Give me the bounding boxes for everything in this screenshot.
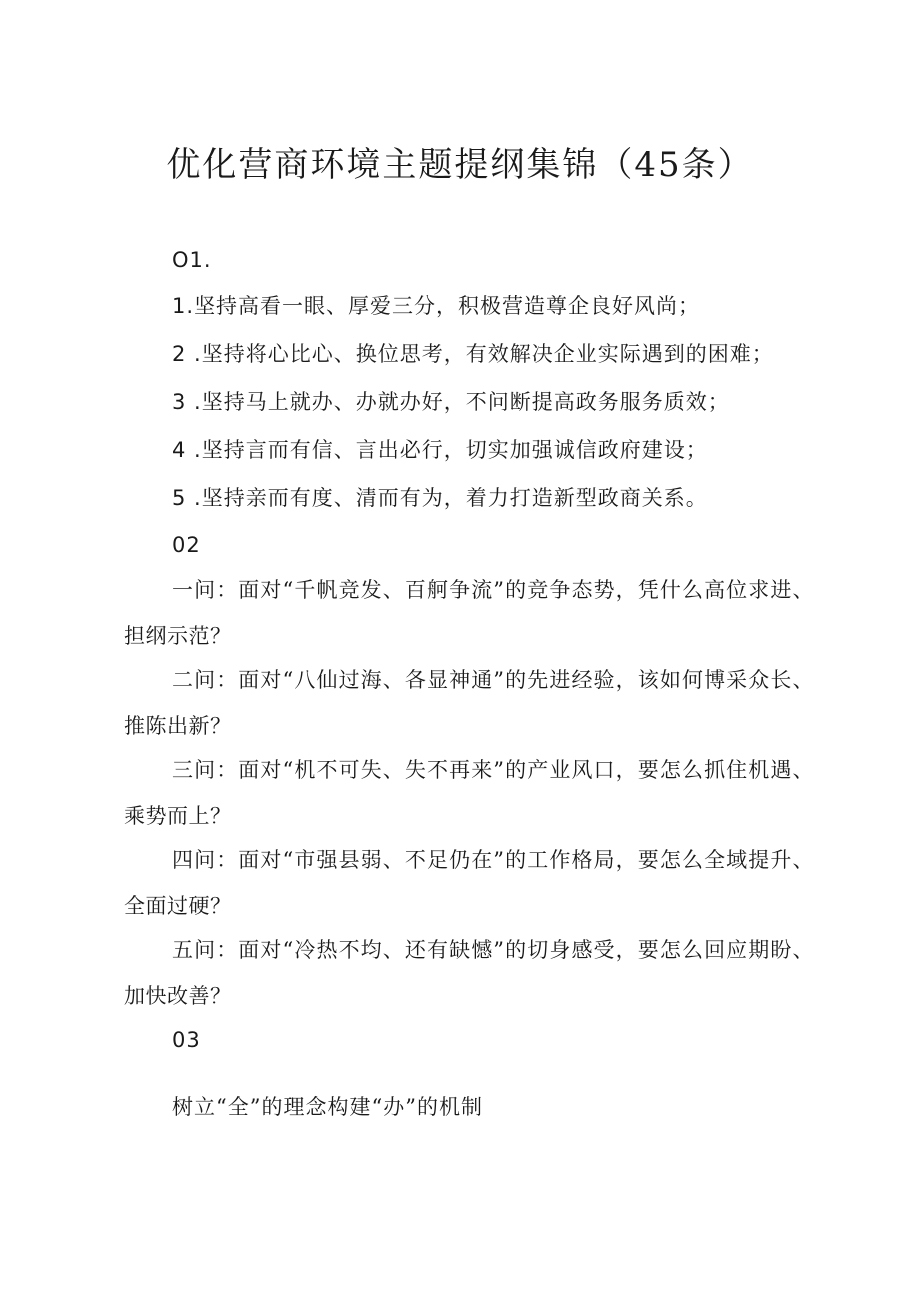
list-item	[172, 291, 700, 321]
list-item-separator: .	[186, 438, 202, 462]
list-item-separator: .	[186, 342, 202, 366]
list-item	[172, 435, 708, 465]
list-item-text: 坚持马上就办、办就办好，不问断提高政务服务质效；	[201, 390, 730, 414]
list-item-text: 坚持高看一眼、厚爱三分，积极营造尊企良好风尚；	[194, 294, 701, 318]
list-item-number: 5	[172, 486, 187, 510]
list-item	[172, 387, 730, 417]
question-paragraph: 四问：面对“市强县弱、不足仍在”的工作格局，要怎么全域提升、全面过硬？	[124, 848, 814, 918]
section-subheading: 树立“全”的理念构建“办”的机制	[172, 1095, 483, 1119]
question-paragraph: 二问：面对“八仙过海、各显神通”的先进经验，该如何博采众长、推陈出新？	[124, 668, 814, 738]
section-heading-01: O1.	[172, 248, 212, 272]
list-item-text: 坚持亲而有度、清而有为，着力打造新型政商关系。	[201, 486, 708, 510]
list-item-text: 坚持将心比心、换位思考，有效解决企业实际遇到的困难；	[201, 342, 774, 366]
list-item-number: 1	[172, 294, 187, 318]
section-heading-02: 02	[172, 533, 201, 557]
list-item-separator: .	[186, 390, 202, 414]
question-paragraph: 五问：面对“冷热不均、还有缺憾”的切身感受，要怎么回应期盼、加快改善？	[124, 938, 814, 1008]
list-item-number: 2	[172, 342, 187, 366]
list-item-number: 4	[172, 438, 187, 462]
list-item-separator: .	[186, 294, 195, 318]
question-paragraph: 三问：面对“机不可失、失不再来”的产业风口，要怎么抓住机遇、乘势而上？	[124, 758, 814, 828]
list-item	[172, 339, 774, 369]
document-title: 优化营商环境主题提纲集锦（45条）	[166, 145, 754, 185]
section-heading-03: 03	[172, 1028, 201, 1052]
list-item	[172, 483, 708, 513]
list-item-separator: .	[186, 486, 202, 510]
list-item-text: 坚持言而有信、言出必行，切实加强诚信政府建设；	[201, 438, 708, 462]
list-item-number: 3	[172, 390, 187, 414]
question-paragraph: 一问：面对“千帆竞发、百舸争流”的竞争态势，凭什么高位求进、担纲示范？	[124, 578, 814, 648]
